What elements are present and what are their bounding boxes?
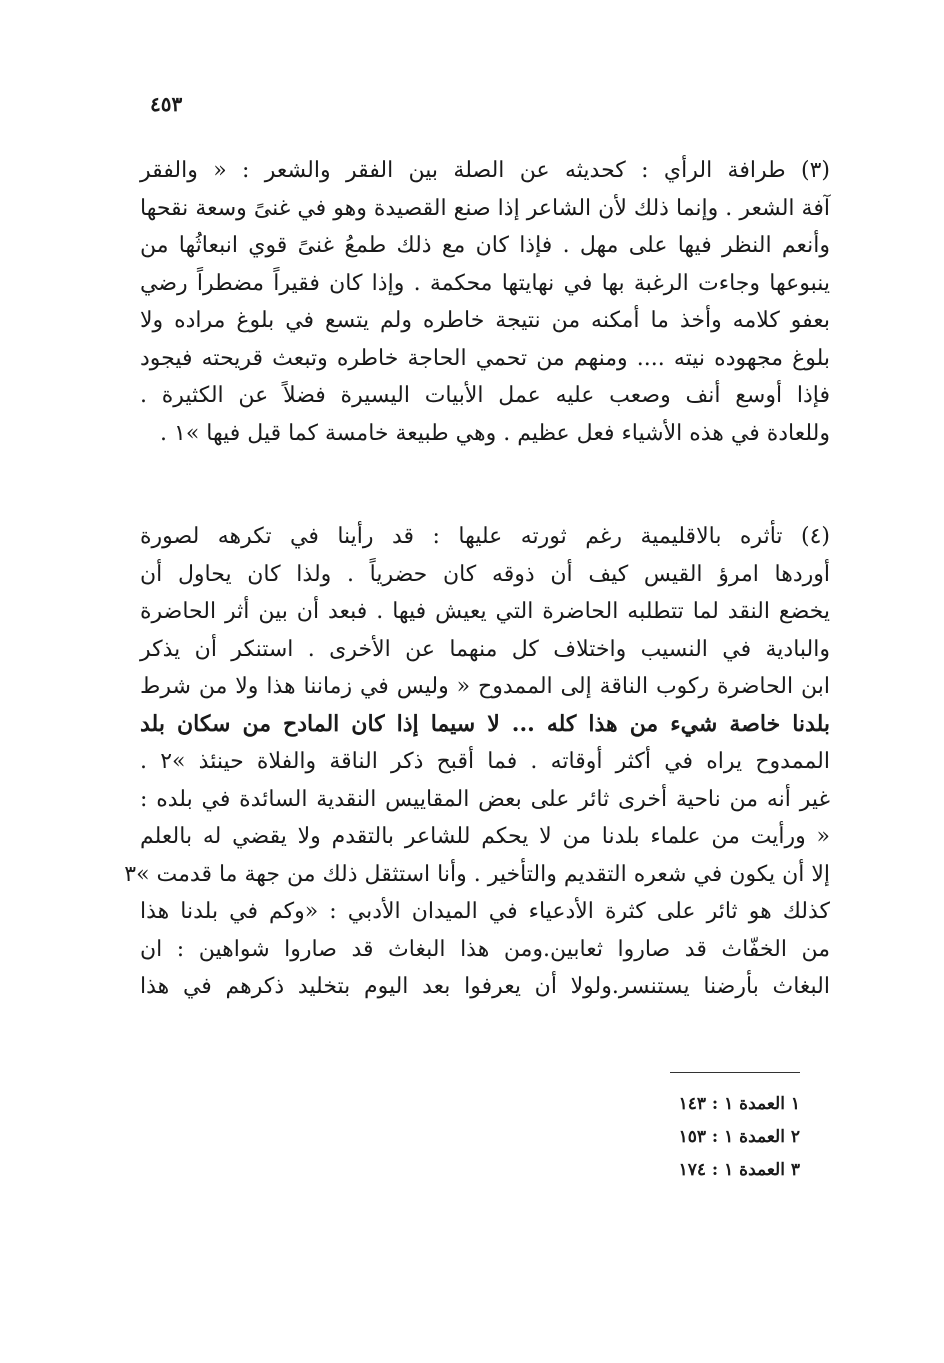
paragraph-regionalism: [124, 518, 830, 1006]
paragraph-poverty-and-poetry: [140, 152, 830, 452]
text-line: أوردها امرؤ القيس كيف أن ذوقه كان حضرياً . ولذا كان يحاول أن: [140, 561, 830, 587]
text-line: آفة الشعر . وإنما ذلك لأن الشاعر إذا صنع القصيدة وهو في غنىً وسعة نقحها: [140, 195, 830, 221]
text-line: ينبوعها وجاءت الرغبة بها في نهايتها محكمة . وإذا كان فقيراً مضطراً رضي: [140, 270, 830, 296]
text-line: كذلك هو ثائر على كثرة الأدعياء في الميدان الأدبي : «وكم في بلدنا هذا: [140, 899, 830, 924]
footnote-item: ٢ العمدة ١ : ١٥٣: [678, 1127, 800, 1147]
text-line: وأنعم النظر فيها على مهل . فإذا كان مع ذلك طمعُ غنىً قوي انبعاثُها من: [140, 233, 830, 258]
text-line: وللعادة في هذه الأشياء فعل عظيم . وهي طبيعة خامسة كما قيل فيها »١ .: [160, 420, 830, 446]
text-line: والبادية في النسيب واختلاف كل منهما عن الأخرى . استنكر أن يذكر: [140, 636, 830, 662]
text-line: بلدنا خاصة شيء من هذا كله ... لا سيما إذا كان المادح من سكان بلد: [140, 710, 830, 737]
footnote-item: ١ العمدة ١ : ١٤٣: [678, 1094, 800, 1114]
footnote-item: ٣ العمدة ١ : ١٧٤: [678, 1160, 800, 1180]
footnote-divider: [670, 1072, 800, 1073]
text-line: بعفو كلامه وأخذ ما أمكنه من نتيجة خاطره ولم يتسع في بلوغ مراده ولا: [140, 308, 830, 333]
text-line: بلوغ مجهوده نيته .... ومنهم من تحمي الحاجة خاطره وتبعث قريحته فيجود: [140, 345, 830, 371]
text-line: غير أنه من ناحية أخرى ثائر على بعض المقاييس النقدية السائدة في بلده :: [140, 786, 830, 812]
page-number: ٤٥٣: [150, 92, 183, 116]
text-line: من الخفّاث قد صاروا ثعابين.ومن هذا البغاث قد صاروا شواهين : ان: [140, 936, 830, 962]
text-line: ابن الحاضرة ركوب الناقة إلى الممدوح « وليس في زماننا هذا ولا من شرط: [140, 674, 830, 699]
footnotes: [560, 1088, 800, 1187]
text-line: « ورأيت من علماء بلدنا من لا يحكم للشاعر بالتقدم ولا يقضي له بالعلم: [140, 824, 830, 849]
text-line: يخضع النقد لما تتطلبه الحاضرة التي يعيش فيها . فبعد أن بين أثر الحاضرة: [140, 599, 830, 624]
text-line: (٤) تأثره بالاقليمية رغم ثورته عليها : قد رأينا في تكرهه لصورة: [140, 524, 830, 549]
text-line: البغاث بأرضنا يستنسر.ولولا أن يعرفوا بعد اليوم بتخليد ذكرهم في هذا: [140, 974, 830, 999]
text-line: إلا أن يكون في شعره التقديم والتأخير . وأنا استثقل ذلك من جهة ما قدمت »٣: [124, 861, 830, 887]
text-line: فإذا أوسع أنف وصعب عليه عمل الأبيات اليسيرة فضلاً عن الكثيرة .: [140, 383, 830, 408]
text-line: (٣) طرافة الرأي : كحديثه عن الصلة بين الفقر والشعر : « والفقر: [140, 158, 830, 183]
text-line: الممدوح يراه في أكثر أوقاته . فما أقبح ذكر الناقة والفلاة حينئذ »٢ .: [140, 749, 830, 774]
